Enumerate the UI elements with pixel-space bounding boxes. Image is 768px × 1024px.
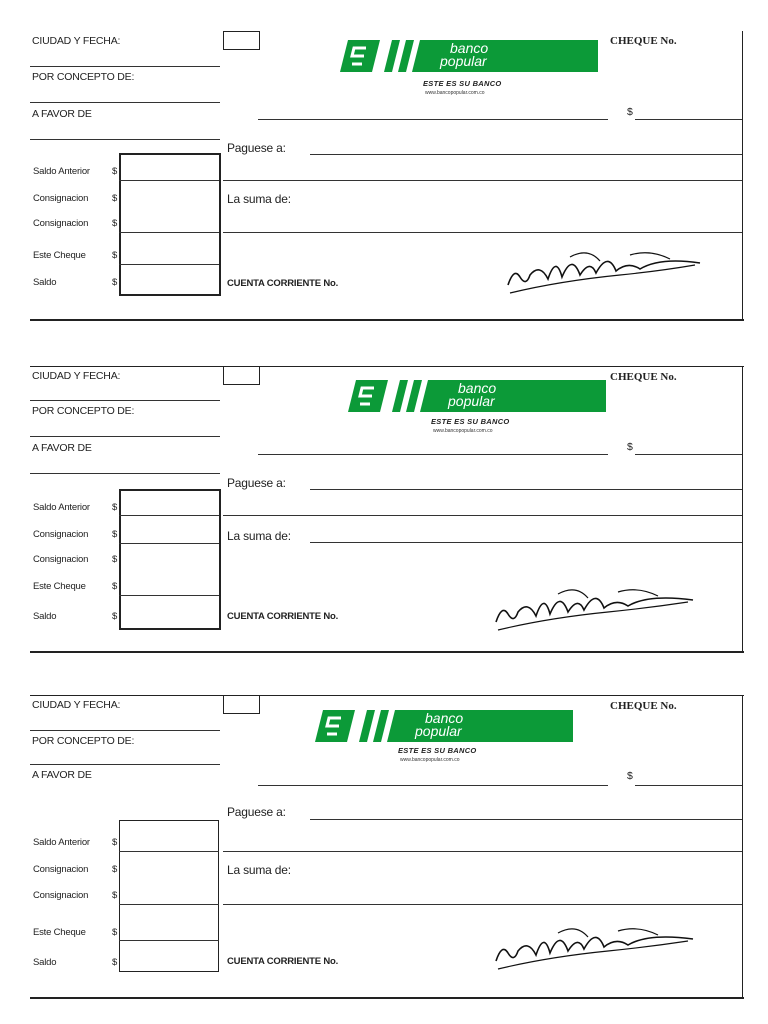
stub-divider — [30, 436, 220, 437]
cheque-top-border — [30, 366, 744, 367]
balance-row-symbol: $ — [112, 166, 118, 177]
balance-row-symbol: $ — [112, 529, 118, 540]
balance-row-label: Saldo Anterior — [33, 166, 90, 177]
section-divider — [223, 515, 742, 516]
bank-name-line1: banco — [458, 380, 497, 396]
cheque-1 — [0, 0, 768, 300]
balance-row-label: Consignacion — [33, 554, 89, 565]
section-divider — [223, 851, 742, 852]
bank-website: www.bancopopular.com.co — [425, 90, 485, 96]
balance-row-label: Saldo Anterior — [33, 837, 90, 848]
balance-row-symbol: $ — [112, 277, 118, 288]
balance-row-symbol: $ — [112, 890, 118, 901]
balance-row-line — [119, 515, 219, 516]
signature — [500, 245, 710, 300]
cheque-right-border — [742, 366, 743, 652]
balance-row-line — [119, 543, 219, 544]
balance-row-line — [119, 180, 219, 181]
sum-label: La suma de: — [227, 192, 291, 206]
cheque-right-border — [742, 695, 743, 998]
balance-row-symbol: $ — [112, 502, 118, 513]
date-box[interactable] — [223, 366, 260, 385]
city-date-label: CIUDAD Y FECHA: — [32, 35, 121, 47]
balance-row-symbol: $ — [112, 837, 118, 848]
bank-name-line2: popular — [448, 393, 495, 409]
cheque-bottom-border — [30, 319, 744, 321]
account-label: CUENTA CORRIENTE No. — [227, 278, 339, 289]
balance-row-label: Saldo — [33, 277, 57, 288]
bank-website: www.bancopopular.com.co — [400, 757, 460, 763]
balance-row-line — [119, 232, 219, 233]
bank-name-line2: popular — [440, 53, 487, 69]
date-line — [258, 785, 608, 786]
cheque-no-label: CHEQUE No. — [610, 700, 677, 712]
balance-row-symbol: $ — [112, 581, 118, 592]
date-line — [258, 119, 608, 120]
bank-website: www.bancopopular.com.co — [433, 428, 493, 434]
balance-row-symbol: $ — [112, 864, 118, 875]
sum-line[interactable] — [310, 542, 742, 543]
section-divider — [223, 904, 742, 905]
account-label: CUENTA CORRIENTE No. — [227, 956, 339, 967]
balance-row-label: Este Cheque — [33, 927, 86, 938]
balance-row-label: Saldo — [33, 957, 57, 968]
pay-to-label: Paguese a: — [227, 141, 286, 155]
city-date-label: CIUDAD Y FECHA: — [32, 699, 121, 711]
cheque-no-label: CHEQUE No. — [610, 35, 677, 47]
cheque-2 — [0, 334, 768, 634]
cheque-top-border — [30, 695, 744, 696]
sum-label: La suma de: — [227, 529, 291, 543]
pay-to-label: Paguese a: — [227, 805, 286, 819]
balance-row-symbol: $ — [112, 957, 118, 968]
bank-logo — [348, 378, 608, 414]
balance-box — [119, 153, 221, 296]
signature — [488, 921, 703, 976]
amount-dollar-sign: $ — [627, 106, 633, 118]
balance-row-symbol: $ — [112, 250, 118, 261]
stub-divider — [30, 102, 220, 103]
stub-divider — [30, 730, 220, 731]
balance-row-symbol: $ — [112, 193, 118, 204]
date-box[interactable] — [223, 31, 260, 50]
cheque-3 — [0, 664, 768, 968]
date-line — [258, 454, 608, 455]
balance-row-line — [119, 940, 219, 941]
bank-name-line1: banco — [450, 40, 489, 56]
balance-row-line — [119, 595, 219, 596]
balance-row-symbol: $ — [112, 218, 118, 229]
pay-to-line[interactable] — [310, 154, 742, 155]
section-divider — [223, 180, 742, 181]
balance-row-label: Este Cheque — [33, 581, 86, 592]
section-divider — [223, 232, 742, 233]
stub-divider — [30, 473, 220, 474]
amount-line[interactable] — [635, 454, 742, 455]
balance-row-label: Consignacion — [33, 218, 89, 229]
bank-name-line2: popular — [415, 723, 462, 739]
balance-row-label: Consignacion — [33, 890, 89, 901]
cheque-right-border — [742, 31, 743, 321]
balance-row-symbol: $ — [112, 927, 118, 938]
date-box[interactable] — [223, 695, 260, 714]
balance-row-label: Consignacion — [33, 529, 89, 540]
cheque-no-label: CHEQUE No. — [610, 371, 677, 383]
pay-to-line[interactable] — [310, 819, 742, 820]
cheque-bottom-border — [30, 997, 744, 999]
concept-label: POR CONCEPTO DE: — [32, 71, 135, 83]
balance-box — [119, 820, 219, 972]
stub-divider — [30, 764, 220, 765]
balance-row-label: Este Cheque — [33, 250, 86, 261]
pay-to-line[interactable] — [310, 489, 742, 490]
stub-divider — [30, 400, 220, 401]
account-label: CUENTA CORRIENTE No. — [227, 611, 339, 622]
city-date-label: CIUDAD Y FECHA: — [32, 370, 121, 382]
balance-row-line — [119, 851, 219, 852]
balance-row-label: Consignacion — [33, 193, 89, 204]
balance-row-label: Saldo — [33, 611, 57, 622]
concept-label: POR CONCEPTO DE: — [32, 405, 135, 417]
bank-name-line1: banco — [425, 710, 464, 726]
balance-row-line — [119, 904, 219, 905]
stub-divider — [30, 66, 220, 67]
balance-row-line — [119, 264, 219, 265]
balance-row-label: Consignacion — [33, 864, 89, 875]
balance-row-label: Saldo Anterior — [33, 502, 90, 513]
favor-label: A FAVOR DE — [32, 442, 92, 454]
balance-box — [119, 489, 221, 630]
bank-logo — [340, 38, 600, 74]
amount-dollar-sign: $ — [627, 770, 633, 782]
bank-logo-mark — [348, 378, 448, 414]
favor-label: A FAVOR DE — [32, 108, 92, 120]
cheque-bottom-border — [30, 651, 744, 653]
balance-row-symbol: $ — [112, 611, 118, 622]
amount-dollar-sign: $ — [627, 441, 633, 453]
amount-line[interactable] — [635, 785, 742, 786]
bank-slogan: ESTE ES SU BANCO — [431, 417, 510, 426]
amount-line[interactable] — [635, 119, 742, 120]
favor-label: A FAVOR DE — [32, 769, 92, 781]
pay-to-label: Paguese a: — [227, 476, 286, 490]
balance-row-symbol: $ — [112, 554, 118, 565]
bank-slogan: ESTE ES SU BANCO — [423, 79, 502, 88]
sum-label: La suma de: — [227, 863, 291, 877]
concept-label: POR CONCEPTO DE: — [32, 735, 135, 747]
signature — [488, 582, 703, 637]
bank-logo-mark — [315, 708, 415, 744]
stub-divider — [30, 139, 220, 140]
bank-slogan: ESTE ES SU BANCO — [398, 746, 477, 755]
bank-logo-mark — [340, 38, 440, 74]
bank-logo — [315, 708, 575, 744]
